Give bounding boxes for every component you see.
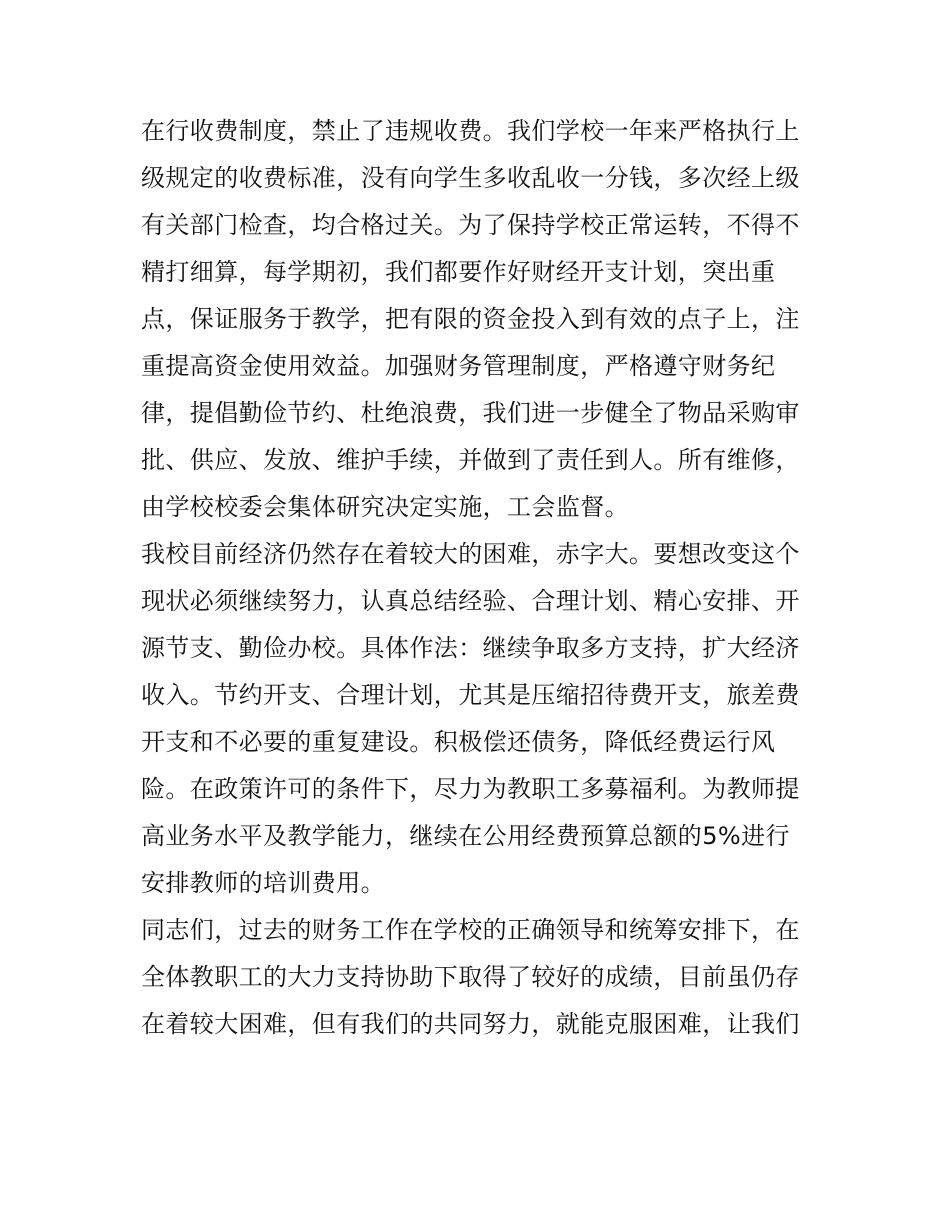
text-line: 批、供应、发放、维护手续，并做到了责任到人。所有维修， <box>141 446 800 474</box>
text-line: 同志们，过去的财务工作在学校的正确领导和统筹安排下，在 <box>141 916 800 944</box>
text-line: 收入。节约开支、合理计划，尤其是压缩招待费开支，旅差费 <box>141 681 800 709</box>
text-line: 点，保证服务于教学，把有限的资金投入到有效的点子上，注 <box>141 305 800 333</box>
text-line: 我校目前经济仍然存在着较大的困难，赤字大。要想改变这个 <box>141 540 800 568</box>
body-text <box>141 108 821 1048</box>
text-line: 由学校校委会集体研究决定实施，工会监督。 <box>141 493 629 521</box>
text-line: 源节支、勤俭办校。具体作法：继续争取多方支持，扩大经济 <box>141 634 800 662</box>
text-line: 精打细算，每学期初，我们都要作好财经开支计划，突出重 <box>141 258 776 286</box>
text-line: 开支和不必要的重复建设。积极偿还债务，降低经费运行风 <box>141 728 776 756</box>
text-line: 级规定的收费标准，没有向学生多收乱收一分钱，多次经上级 <box>141 164 800 192</box>
text-line: 有关部门检查，均合格过关。为了保持学校正常运转，不得不 <box>141 211 800 239</box>
text-line: 高业务水平及教学能力，继续在公用经费预算总额的5%进行 <box>141 822 790 850</box>
text-line: 律，提倡勤俭节约、杜绝浪费，我们进一步健全了物品采购审 <box>141 399 800 427</box>
text-line: 现状必须继续努力，认真总结经验、合理计划、精心安排、开 <box>141 587 800 615</box>
text-line: 在行收费制度，禁止了违规收费。我们学校一年来严格执行上 <box>141 117 800 145</box>
text-line: 安排教师的培训费用。 <box>141 869 385 897</box>
text-line: 在着较大困难，但有我们的共同努力，就能克服困难，让我们 <box>141 1010 800 1038</box>
text-line: 全体教职工的大力支持协助下取得了较好的成绩，目前虽仍存 <box>141 963 800 991</box>
text-line: 险。在政策许可的条件下，尽力为教职工多募福利。为教师提 <box>141 775 800 803</box>
text-line: 重提高资金使用效益。加强财务管理制度，严格遵守财务纪 <box>141 352 776 380</box>
